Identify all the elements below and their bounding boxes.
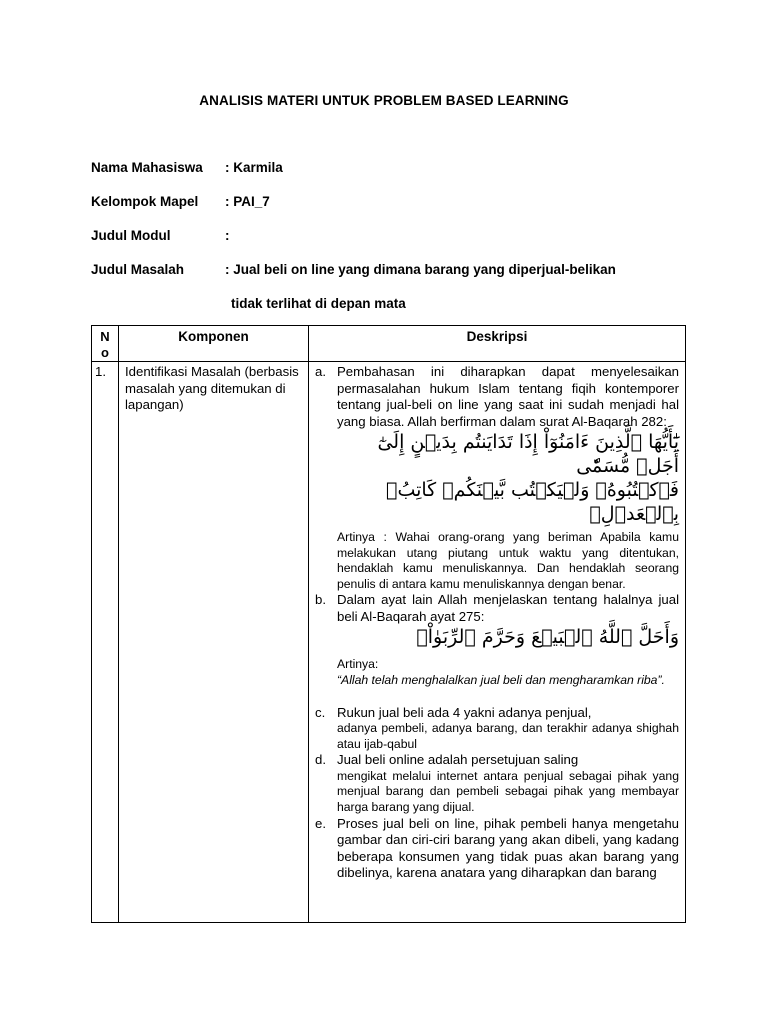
judul-masalah-continued: tidak terlihat di depan mata	[231, 296, 406, 311]
header-komponen: Komponen	[119, 326, 309, 362]
list-marker: a.	[315, 364, 326, 379]
row-number: 1.	[92, 362, 119, 923]
item-a-text: Pembahasan ini diharapkan dapat menyelesaikan permasalahan hukum Islam tentang fiqih kontemporer tentang jual-beli on line yang saat ini sudah menjadi hal yang biasa. Allah berfirman dalam surat Al-Baqarah 282:	[337, 364, 679, 429]
item-e-text: Proses jual beli on line, pihak pembeli hanya mengetahu gambar dan ciri-ciri barang yang akan dibeli, yang kadang beberapa konsumen yang tidak puas akan barang yang dibelinya, karena anatara yang diharapkan dan barang	[337, 815, 679, 881]
item-c-text-2: adanya pembeli, adanya barang, dan terakhir adanya shighah atau ijab-qabul	[337, 721, 679, 751]
table-row	[92, 362, 686, 923]
row-deskripsi	[309, 362, 686, 923]
field-value: :	[225, 228, 230, 243]
analysis-table	[91, 325, 686, 923]
list-item-c	[313, 705, 679, 753]
list-marker: b.	[315, 592, 326, 608]
list-item-a	[313, 364, 679, 592]
item-d-text-1: Jual beli online adalah persetujuan saling	[337, 752, 579, 768]
document-title: ANALISIS MATERI UNTUK PROBLEM BASED LEARNING	[199, 93, 569, 108]
table-header-row	[92, 326, 686, 362]
item-b-text: Dalam ayat lain Allah menjelaskan tentang halalnya jual beli Al-Baqarah ayat 275:	[337, 592, 679, 624]
list-item-e	[313, 816, 679, 882]
list-item-d	[313, 752, 679, 815]
field-label: Nama Mahasiswa	[91, 160, 203, 175]
list-marker: d.	[315, 752, 326, 768]
item-b-translation: “Allah telah menghalalkan jual beli dan mengharamkan riba”.	[337, 672, 665, 687]
list-item-b	[313, 592, 679, 688]
header-deskripsi: Deskripsi	[309, 326, 686, 362]
header-no	[92, 326, 119, 362]
item-a-translation: Artinya : Wahai orang-orang yang beriman Apabila kamu melakukan utang piutang untuk waktu yang ditentukan, hendaklah kamu menuliskannya. Dan hendaklah seorang penulis di antara kamu menuliskannya dengan benar.	[337, 530, 679, 591]
arabic-verse-275: وَأَحَلَّ ٱللَّهُ ٱلۡبَيۡعَ وَحَرَّمَ ٱلرِّبَوٰاْۚ	[416, 626, 679, 649]
arabic-verse-282-line-1: يَٰٓأَيُّهَا ٱلَّذِينَ ءَامَنُوٓاْ إِذَا تَدَايَنتُم بِدَيۡنٍ إِلَىٰٓ أَجَلٖ مُّسَمّٗى	[377, 431, 679, 477]
header-no-text: N o	[100, 329, 110, 360]
item-b-artinya-label: Artinya:	[337, 657, 379, 672]
arabic-verse-282-line-2: فَٱكۡتُبُوهُۚ وَلۡيَكۡتُب بَّيۡنَكُمۡ كَاتِبُۢ بِٱلۡعَدۡلِۚ	[386, 479, 679, 525]
field-value: : Jual beli on line yang dimana barang yang diperjual-belikan	[225, 262, 616, 277]
field-label: Judul Masalah	[91, 262, 185, 277]
list-marker: e.	[315, 815, 326, 831]
field-label: Judul Modul	[91, 228, 171, 243]
field-label: Kelompok Mapel	[91, 194, 199, 209]
list-marker: c.	[315, 704, 326, 720]
row-komponen: Identifikasi Masalah (berbasis masalah yang ditemukan di lapangan)	[119, 362, 309, 923]
item-d-text-2: mengikat melalui internet antara penjual sebagai pihak yang menjual barang dan pembeli sebagai pihak yang membayar harga barang yang dijual.	[337, 768, 679, 814]
field-value: : Karmila	[225, 160, 283, 175]
item-c-text-1: Rukun jual beli ada 4 yakni adanya penjual,	[337, 704, 592, 720]
field-value: : PAI_7	[225, 194, 270, 209]
